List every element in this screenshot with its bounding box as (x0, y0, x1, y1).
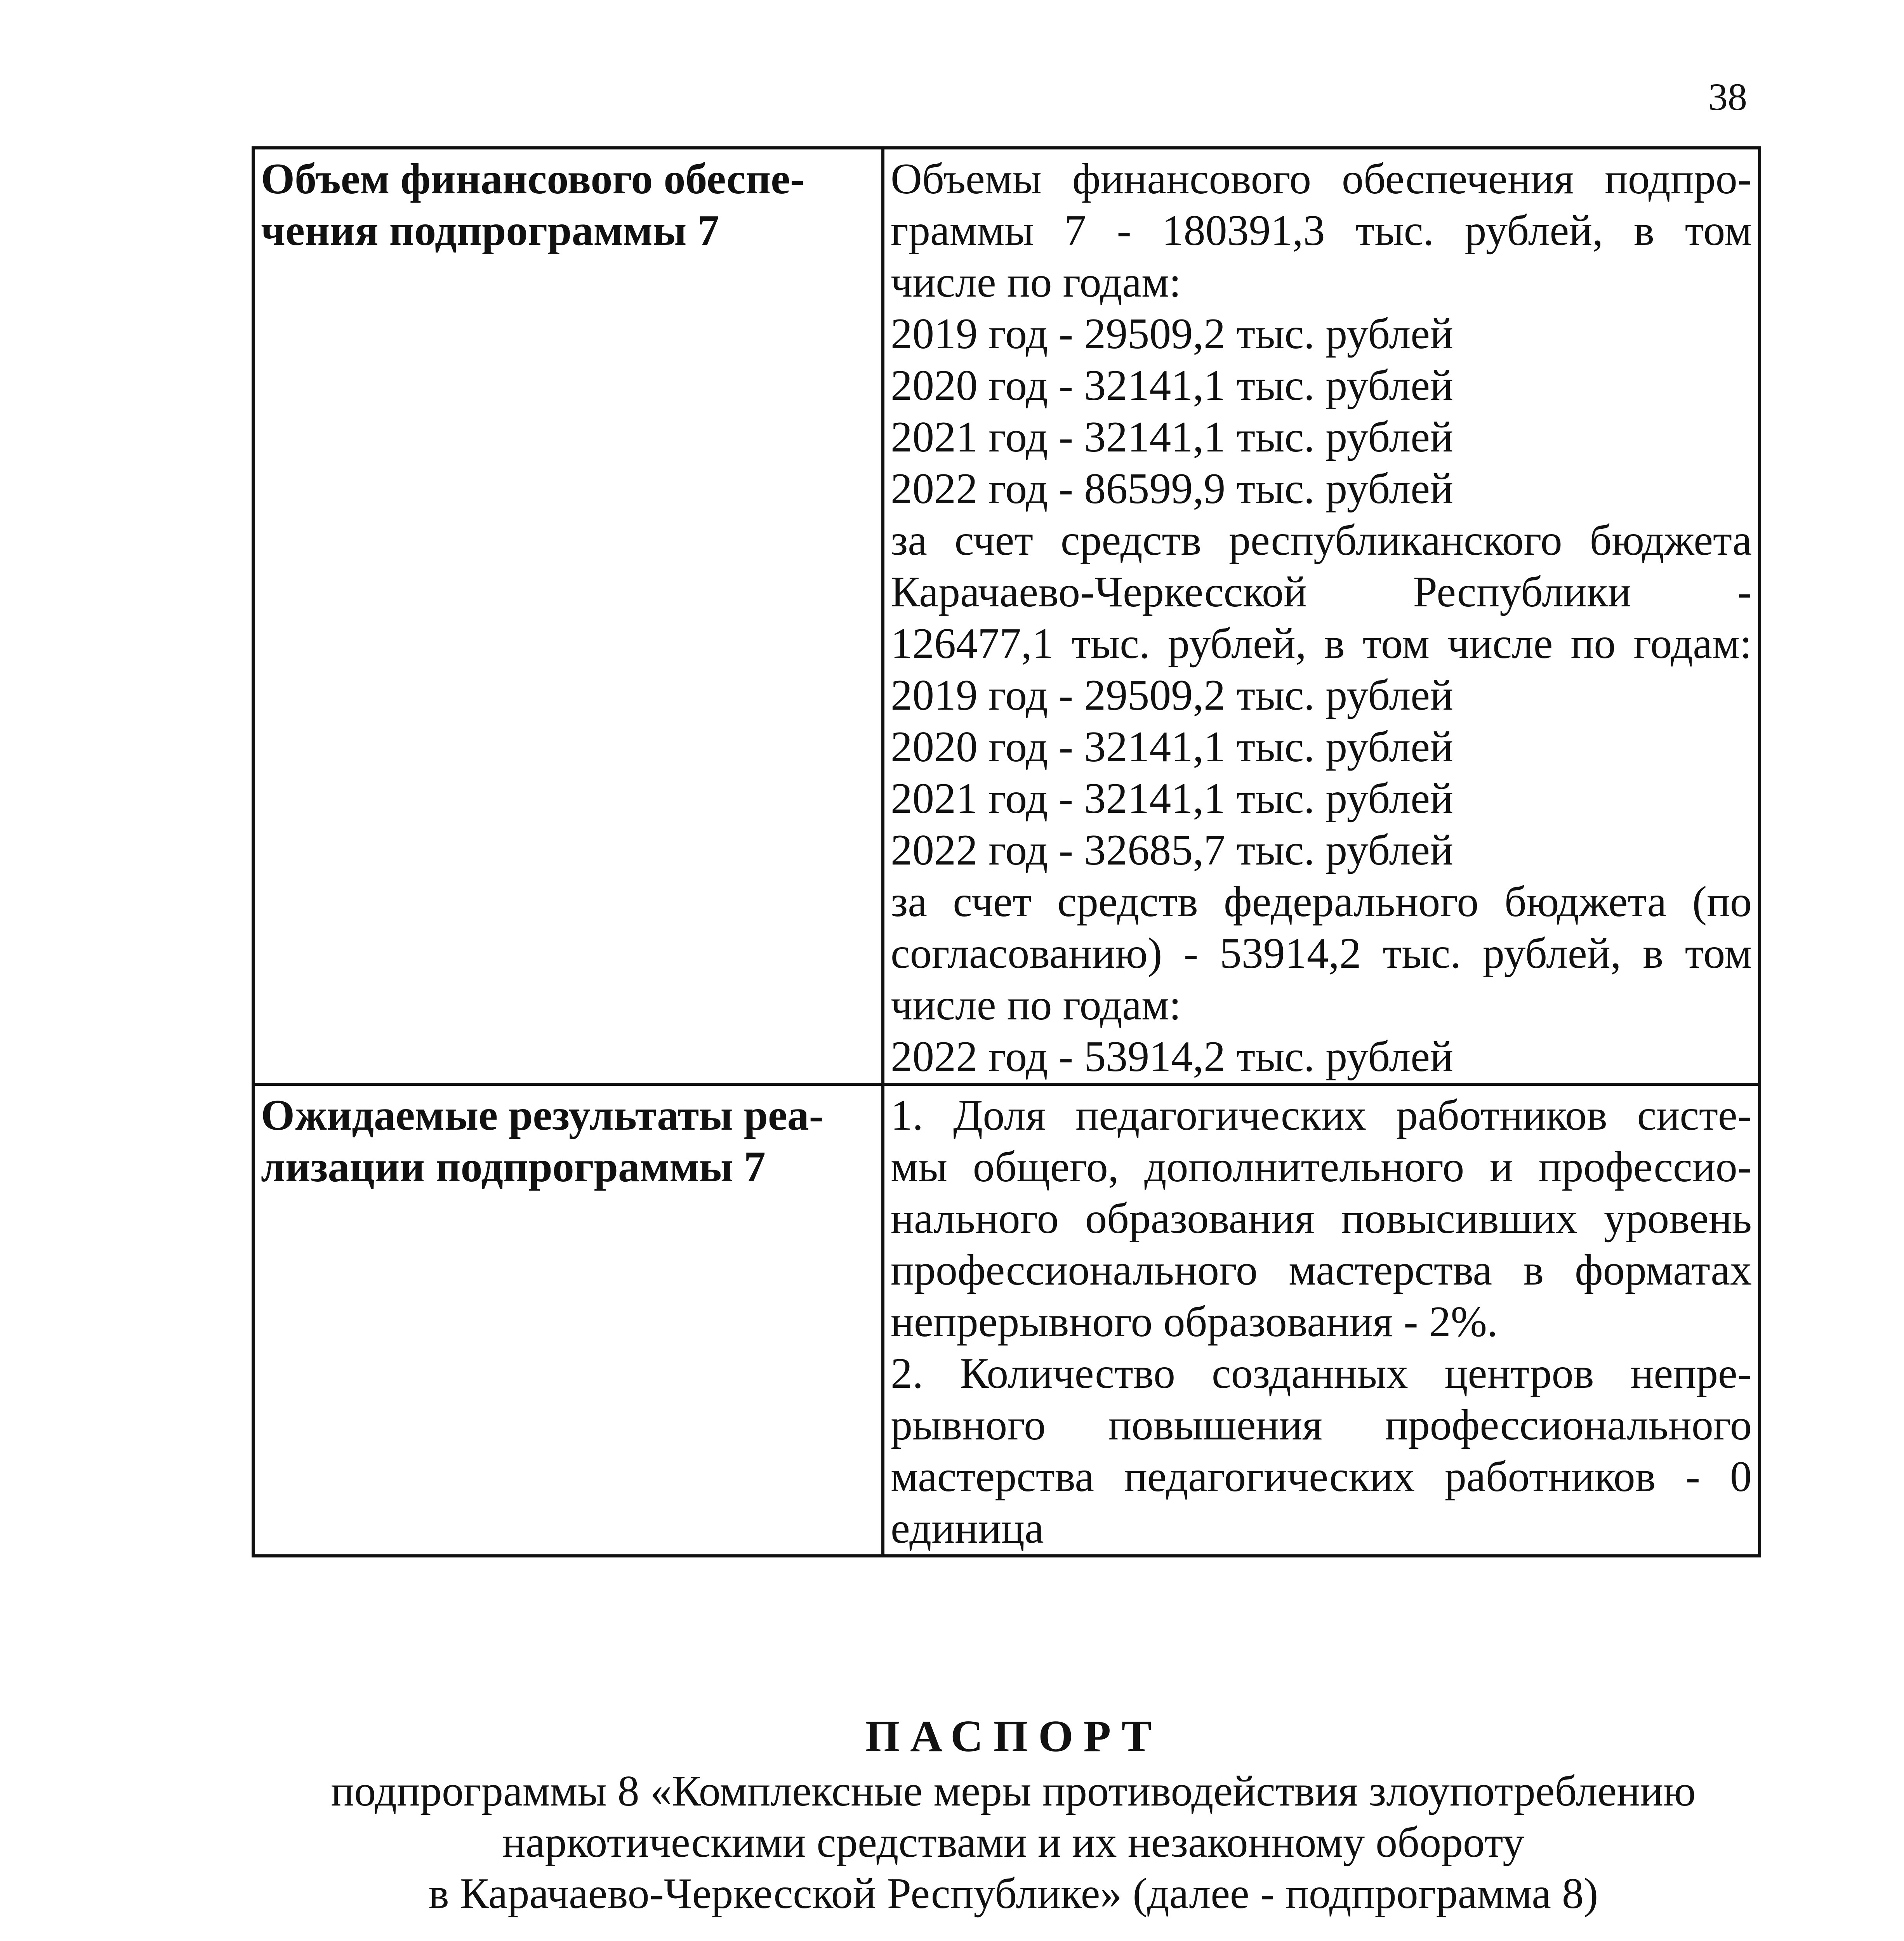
funding-year-line: 2021 год - 32141,1 тыс. рублей (891, 413, 1453, 461)
passport-heading (217, 1707, 1809, 1919)
funding-text-line: Объемы финансового обеспечения подпро- (891, 155, 1752, 203)
funding-label-cell (253, 148, 883, 1084)
results-text-line: 1. Доля педагогических работников систе- (891, 1091, 1752, 1139)
funding-text-line: 126477,1 тыс. рублей, в том числе по годам: (891, 620, 1752, 668)
funding-year-line: 2021 год - 32141,1 тыс. рублей (891, 774, 1453, 823)
funding-year-line: 2022 год - 86599,9 тыс. рублей (891, 465, 1453, 513)
results-text-line: мастерства педагогических работников - 0 (891, 1453, 1752, 1501)
results-text-line: 2. Количество созданных центров непре- (891, 1349, 1752, 1398)
page-number: 38 (1708, 75, 1747, 118)
passport-title: ПАСПОРТ (865, 1712, 1162, 1761)
results-label-cell (253, 1084, 883, 1556)
results-text-line: мы общего, дополнительного и профессио- (891, 1143, 1752, 1191)
funding-label-line: чения подпрограммы 7 (261, 207, 719, 255)
funding-year-line: 2020 год - 32141,1 тыс. рублей (891, 361, 1453, 410)
funding-text-line: граммы 7 - 180391,3 тыс. рублей, в том (891, 207, 1752, 255)
funding-label-line: Объем финансового обеспе- (261, 155, 805, 203)
passport-subtitle-line: подпрограммы 8 «Комплексные меры противодействия злоупотреблению (331, 1767, 1696, 1815)
funding-text-line: за счет средств республиканского бюджета (891, 516, 1752, 564)
results-text-line: нального образования повысивших уровень (891, 1194, 1752, 1243)
funding-year-line: 2019 год - 29509,2 тыс. рублей (891, 671, 1453, 719)
funding-text-line: за счет средств федерального бюджета (по (891, 878, 1752, 926)
funding-text-line: числе по годам: (891, 981, 1181, 1029)
funding-text-line: числе по годам: (891, 258, 1181, 306)
results-text-line: единица (891, 1504, 1044, 1552)
funding-row (253, 148, 1760, 1084)
results-value-cell (883, 1084, 1760, 1556)
funding-text-line: согласованию) - 53914,2 тыс. рублей, в том (891, 929, 1752, 977)
funding-year-line: 2022 год - 53914,2 тыс. рублей (891, 1033, 1453, 1081)
passport-subtitle-line: в Карачаево-Черкесской Республике» (далее - подпрограмма 8) (428, 1870, 1598, 1918)
funding-year-line: 2019 год - 29509,2 тыс. рублей (891, 310, 1453, 358)
passport-subtitle-line: наркотическими средствами и их незаконному обороту (502, 1818, 1525, 1866)
results-text-line: рывного повышения профессионального (891, 1401, 1752, 1449)
results-text-line: непрерывного образования - 2%. (891, 1298, 1498, 1346)
subprogram-7-table (252, 146, 1761, 1557)
results-text-line: профессионального мастерства в форматах (891, 1246, 1752, 1294)
results-label-line: Ожидаемые результаты реа- (261, 1091, 823, 1139)
results-row (253, 1084, 1760, 1556)
funding-year-line: 2020 год - 32141,1 тыс. рублей (891, 723, 1453, 771)
funding-year-line: 2022 год - 32685,7 тыс. рублей (891, 826, 1453, 874)
funding-text-line: Карачаево-Черкесской Республики - (891, 568, 1752, 616)
funding-value-cell (883, 148, 1760, 1084)
results-label-line: лизации подпрограммы 7 (261, 1143, 766, 1191)
